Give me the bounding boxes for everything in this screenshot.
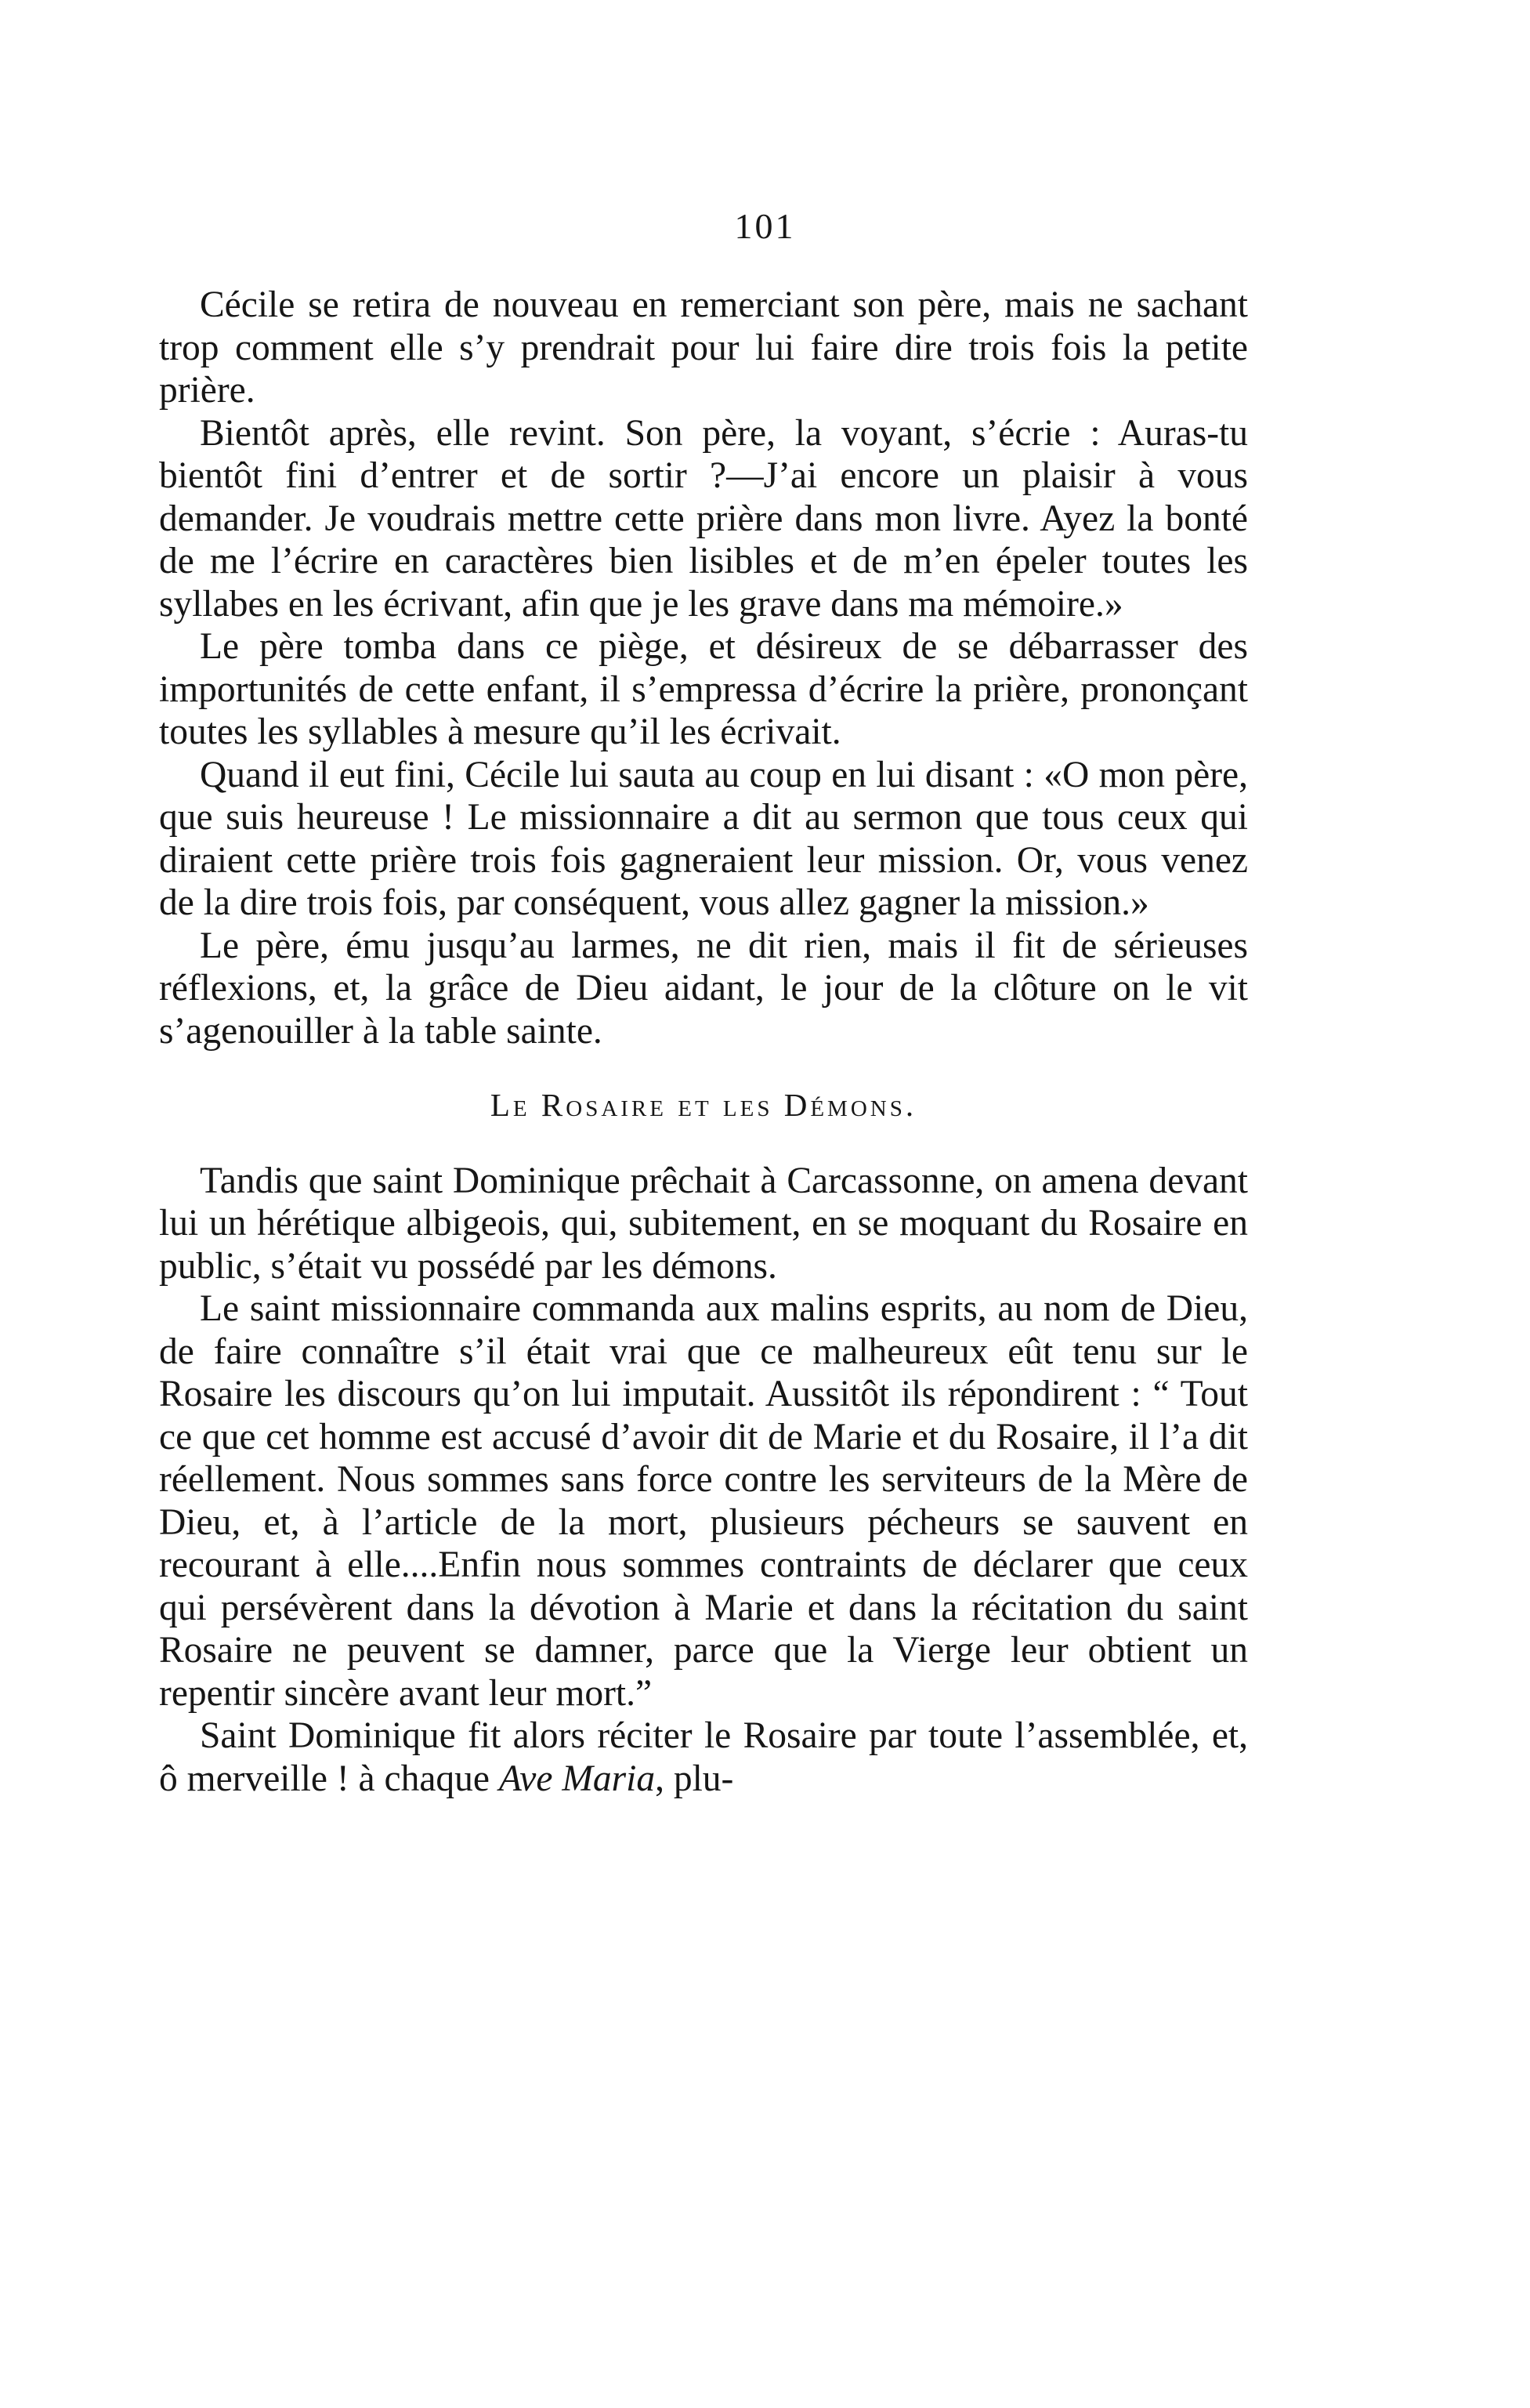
paragraph-last (159, 1715, 1248, 1800)
paragraph: Cécile se retira de nouveau en remerciant son père, mais ne sachant trop comment elle s’y prendrait pour lui faire dire trois fois la petite prière. (159, 284, 1248, 411)
paragraph: Quand il eut fini, Cécile lui sauta au coup en lui disant : «O mon père, que suis heureuse ! Le missionnaire a dit au sermon que tous ceux qui diraient cette prière trois fois gagneraient leur mission. Or, vous venez de la dire trois fois, par conséquent, vous allez gagner la mission.» (159, 754, 1248, 923)
paragraph: Le père, ému jusqu’au larmes, ne dit rien, mais il fit de sérieuses réflexions, et, la grâce de Dieu aidant, le jour de la clôture on le vit s’agenouiller à la table sainte. (159, 925, 1248, 1052)
body-text (159, 284, 1248, 1800)
paragraph: Le saint missionnaire commanda aux malins esprits, au nom de Dieu, de faire connaître s’il était vrai que ce malheureux eût tenu sur le Rosaire les discours qu’on lui imputait. Aussitôt ils répondirent : “ Tout ce que cet homme est accusé d’avoir dit de Marie et du Rosaire, il l’a dit réellement. Nous sommes sans force contre les serviteurs de la Mère de Dieu, et, à l’article de la mort, plusieurs pécheurs se sauvent en recourant à elle....Enfin nous sommes contraints de déclarer que ceux qui persévèrent dans la dévotion à Marie et dans la récitation du saint Rosaire ne peuvent se damner, parce que la Vierge leur obtient un repentir sincère avant leur mort.” (159, 1288, 1248, 1714)
page-number: 101 (734, 206, 796, 246)
paragraph: Le père tomba dans ce piège, et désireux de se débarrasser des importunités de cette enfant, il s’empressa d’écrire la prière, prononçant toutes les syllables à mesure qu’il les écrivait. (159, 626, 1248, 752)
paragraph: Bientôt après, elle revint. Son père, la voyant, s’écrie : Auras-tu bientôt fini d’entrer et de sortir ?—J’ai encore un plaisir à vous demander. Je voudrais mettre cette prière dans mon livre. Ayez la bonté de me l’écrire en caractères bien lisibles et de m’en épeler toutes les syllabes en les écrivant, afin que je les grave dans ma mémoire.» (159, 412, 1248, 625)
paragraph-lead-text: Saint Dominique fit alors réciter le Rosaire par toute l’assemblée, et, ô merveille ! à chaque (159, 1715, 1248, 1799)
paragraph: Tandis que saint Dominique prêchait à Carcassonne, on amena devant lui un hérétique albigeois, qui, subitement, en se moquant du Rosaire en public, s’était vu possédé par les démons. (159, 1160, 1248, 1287)
paragraph-tail-text: , plu- (655, 1758, 734, 1799)
italic-phrase: Ave Maria (498, 1758, 656, 1799)
section-heading: Le Rosaire et les Démons. (490, 1087, 917, 1123)
